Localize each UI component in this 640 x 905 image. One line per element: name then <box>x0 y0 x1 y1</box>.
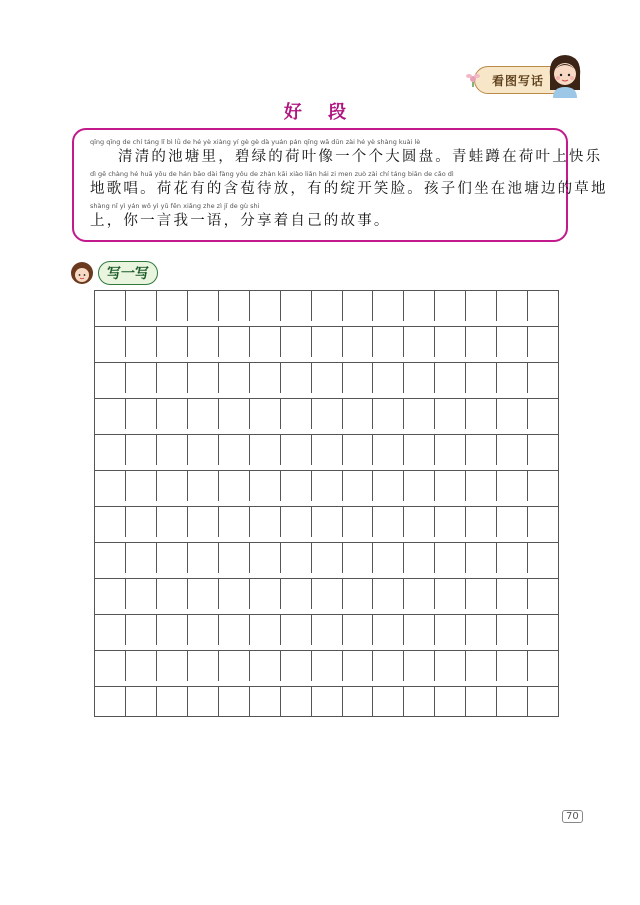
grid-cell[interactable] <box>219 291 250 321</box>
write-header <box>70 260 158 286</box>
grid-cell[interactable] <box>95 399 126 429</box>
grid-cell[interactable] <box>435 579 466 609</box>
grid-row <box>94 470 559 501</box>
grid-cell[interactable] <box>435 687 466 716</box>
grid-cell[interactable] <box>373 651 404 681</box>
grid-cell[interactable] <box>281 507 312 537</box>
grid-cell[interactable] <box>497 471 528 501</box>
grid-cell[interactable] <box>188 579 219 609</box>
grid-cell[interactable] <box>312 507 343 537</box>
grid-cell[interactable] <box>528 435 558 465</box>
grid-cell[interactable] <box>312 579 343 609</box>
grid-cell[interactable] <box>528 471 558 501</box>
grid-cell[interactable] <box>373 399 404 429</box>
grid-cell[interactable] <box>404 399 435 429</box>
grid-cell[interactable] <box>95 471 126 501</box>
grid-row <box>94 506 559 537</box>
grid-cell[interactable] <box>219 471 250 501</box>
grid-cell[interactable] <box>435 651 466 681</box>
grid-cell[interactable] <box>219 507 250 537</box>
grid-cell[interactable] <box>126 327 157 357</box>
grid-cell[interactable] <box>497 435 528 465</box>
grid-cell[interactable] <box>466 507 497 537</box>
grid-cell[interactable] <box>281 579 312 609</box>
header-tag-label: 看图写话 <box>491 73 544 88</box>
grid-cell[interactable] <box>250 435 281 465</box>
grid-cell[interactable] <box>435 363 466 393</box>
passage-line <box>90 202 556 231</box>
grid-cell[interactable] <box>219 399 250 429</box>
grid-cell[interactable] <box>188 291 219 321</box>
grid-cell[interactable] <box>497 579 528 609</box>
grid-cell[interactable] <box>250 543 281 573</box>
grid-cell[interactable] <box>343 579 374 609</box>
grid-cell[interactable] <box>157 327 188 357</box>
passage-line <box>90 170 608 199</box>
grid-cell[interactable] <box>528 687 558 716</box>
grid-row <box>94 614 559 645</box>
writing-grid <box>94 290 559 717</box>
grid-cell[interactable] <box>281 687 312 716</box>
grid-row <box>94 578 559 609</box>
grid-cell[interactable] <box>250 687 281 716</box>
grid-cell[interactable] <box>157 507 188 537</box>
grid-cell[interactable] <box>219 615 250 645</box>
grid-cell[interactable] <box>250 291 281 321</box>
grid-cell[interactable] <box>497 651 528 681</box>
grid-cell[interactable] <box>312 327 343 357</box>
grid-cell[interactable] <box>188 543 219 573</box>
grid-cell[interactable] <box>497 507 528 537</box>
grid-cell[interactable] <box>343 543 374 573</box>
grid-cell[interactable] <box>281 615 312 645</box>
grid-cell[interactable] <box>188 651 219 681</box>
grid-cell[interactable] <box>497 687 528 716</box>
pinyin-line: shàng nǐ yì yán wǒ yì yǔ fēn xiǎng zhe zì jǐ de gù shi <box>90 202 260 210</box>
grid-cell[interactable] <box>312 543 343 573</box>
grid-cell[interactable] <box>219 363 250 393</box>
grid-cell[interactable] <box>157 687 188 716</box>
grid-cell[interactable] <box>188 507 219 537</box>
grid-cell[interactable] <box>312 291 343 321</box>
grid-cell[interactable] <box>435 471 466 501</box>
grid-cell[interactable] <box>373 615 404 645</box>
grid-cell[interactable] <box>95 687 126 716</box>
grid-cell[interactable] <box>157 471 188 501</box>
grid-cell[interactable] <box>312 435 343 465</box>
write-label: 写一写 <box>98 261 158 285</box>
grid-cell[interactable] <box>373 327 404 357</box>
grid-cell[interactable] <box>219 579 250 609</box>
grid-cell[interactable] <box>126 399 157 429</box>
pinyin-line: qīng qīng de chí táng lǐ bì lǜ de hé yè xiàng yí gè gè dà yuán pán qīng wā dūn zài hé yè shàng kuài lè <box>90 138 421 146</box>
grid-cell[interactable] <box>188 687 219 716</box>
grid-cell[interactable] <box>404 363 435 393</box>
grid-cell[interactable] <box>404 507 435 537</box>
grid-cell[interactable] <box>312 687 343 716</box>
grid-cell[interactable] <box>312 471 343 501</box>
grid-cell[interactable] <box>343 651 374 681</box>
passage-box <box>72 128 608 242</box>
grid-cell[interactable] <box>466 615 497 645</box>
grid-cell[interactable] <box>126 651 157 681</box>
passage-line <box>90 138 603 167</box>
grid-cell[interactable] <box>250 651 281 681</box>
grid-cell[interactable] <box>250 507 281 537</box>
grid-cell[interactable] <box>188 399 219 429</box>
hanzi-line: 上，你一言我一语，分享着自己的故事。 <box>90 213 391 229</box>
grid-cell[interactable] <box>95 543 126 573</box>
grid-cell[interactable] <box>157 543 188 573</box>
hanzi-line: 地歌唱。荷花有的含苞待放，有的绽开笑脸。孩子们坐在池塘边的草地 <box>90 181 608 197</box>
grid-cell[interactable] <box>466 399 497 429</box>
page-number: 70 <box>562 810 583 823</box>
grid-cell[interactable] <box>95 579 126 609</box>
grid-cell[interactable] <box>373 579 404 609</box>
grid-cell[interactable] <box>466 543 497 573</box>
grid-cell[interactable] <box>497 363 528 393</box>
grid-cell[interactable] <box>157 435 188 465</box>
grid-row <box>94 362 559 393</box>
grid-cell[interactable] <box>157 579 188 609</box>
section-title: 好 段 <box>283 102 357 123</box>
grid-row <box>94 398 559 429</box>
grid-row <box>94 542 559 573</box>
girl-avatar-icon <box>540 50 590 98</box>
grid-cell[interactable] <box>404 471 435 501</box>
grid-cell[interactable] <box>95 651 126 681</box>
grid-cell[interactable] <box>466 651 497 681</box>
grid-cell[interactable] <box>250 399 281 429</box>
grid-row <box>94 290 559 321</box>
grid-cell[interactable] <box>250 327 281 357</box>
grid-cell[interactable] <box>312 615 343 645</box>
grid-cell[interactable] <box>373 363 404 393</box>
grid-cell[interactable] <box>343 291 374 321</box>
grid-cell[interactable] <box>250 363 281 393</box>
grid-cell[interactable] <box>373 471 404 501</box>
grid-cell[interactable] <box>435 615 466 645</box>
grid-cell[interactable] <box>435 399 466 429</box>
grid-cell[interactable] <box>126 615 157 645</box>
grid-cell[interactable] <box>404 579 435 609</box>
grid-cell[interactable] <box>497 399 528 429</box>
grid-cell[interactable] <box>126 687 157 716</box>
grid-cell[interactable] <box>343 399 374 429</box>
grid-cell[interactable] <box>281 363 312 393</box>
grid-cell[interactable] <box>126 543 157 573</box>
grid-cell[interactable] <box>157 651 188 681</box>
grid-cell[interactable] <box>404 435 435 465</box>
grid-cell[interactable] <box>157 363 188 393</box>
grid-cell[interactable] <box>281 651 312 681</box>
grid-cell[interactable] <box>95 507 126 537</box>
grid-cell[interactable] <box>219 543 250 573</box>
grid-cell[interactable] <box>404 615 435 645</box>
grid-cell[interactable] <box>528 651 558 681</box>
grid-cell[interactable] <box>126 579 157 609</box>
grid-cell[interactable] <box>219 687 250 716</box>
grid-cell[interactable] <box>435 543 466 573</box>
grid-cell[interactable] <box>95 363 126 393</box>
grid-cell[interactable] <box>435 291 466 321</box>
grid-cell[interactable] <box>404 327 435 357</box>
grid-cell[interactable] <box>497 327 528 357</box>
child-avatar-icon <box>70 261 94 285</box>
grid-cell[interactable] <box>466 327 497 357</box>
grid-cell[interactable] <box>281 399 312 429</box>
grid-cell[interactable] <box>528 615 558 645</box>
grid-cell[interactable] <box>126 507 157 537</box>
grid-cell[interactable] <box>219 327 250 357</box>
grid-cell[interactable] <box>188 435 219 465</box>
grid-cell[interactable] <box>435 507 466 537</box>
grid-cell[interactable] <box>466 291 497 321</box>
grid-cell[interactable] <box>404 651 435 681</box>
grid-cell[interactable] <box>466 363 497 393</box>
grid-cell[interactable] <box>126 363 157 393</box>
grid-cell[interactable] <box>528 327 558 357</box>
grid-cell[interactable] <box>343 471 374 501</box>
grid-cell[interactable] <box>343 507 374 537</box>
grid-cell[interactable] <box>281 327 312 357</box>
grid-cell[interactable] <box>281 543 312 573</box>
grid-cell[interactable] <box>95 327 126 357</box>
grid-cell[interactable] <box>528 543 558 573</box>
grid-cell[interactable] <box>157 291 188 321</box>
grid-cell[interactable] <box>95 615 126 645</box>
grid-cell[interactable] <box>466 579 497 609</box>
grid-cell[interactable] <box>250 615 281 645</box>
grid-row <box>94 326 559 357</box>
grid-cell[interactable] <box>466 687 497 716</box>
grid-cell[interactable] <box>312 399 343 429</box>
grid-cell[interactable] <box>126 435 157 465</box>
grid-cell[interactable] <box>126 471 157 501</box>
grid-cell[interactable] <box>281 435 312 465</box>
grid-cell[interactable] <box>281 291 312 321</box>
grid-cell[interactable] <box>219 435 250 465</box>
grid-cell[interactable] <box>404 687 435 716</box>
grid-cell[interactable] <box>528 291 558 321</box>
hanzi-line: 清清的池塘里，碧绿的荷叶像一个个大圆盘。青蛙蹲在荷叶上快乐 <box>118 149 603 165</box>
grid-row <box>94 434 559 465</box>
grid-cell[interactable] <box>373 435 404 465</box>
grid-cell[interactable] <box>435 435 466 465</box>
grid-cell[interactable] <box>373 543 404 573</box>
grid-row <box>94 650 559 681</box>
grid-cell[interactable] <box>528 363 558 393</box>
grid-cell[interactable] <box>435 327 466 357</box>
grid-cell[interactable] <box>188 615 219 645</box>
grid-cell[interactable] <box>250 471 281 501</box>
grid-cell[interactable] <box>343 435 374 465</box>
grid-cell[interactable] <box>466 435 497 465</box>
grid-cell[interactable] <box>528 507 558 537</box>
grid-cell[interactable] <box>188 327 219 357</box>
grid-cell[interactable] <box>157 615 188 645</box>
grid-cell[interactable] <box>250 579 281 609</box>
grid-cell[interactable] <box>343 615 374 645</box>
grid-cell[interactable] <box>312 363 343 393</box>
grid-cell[interactable] <box>126 291 157 321</box>
grid-cell[interactable] <box>95 435 126 465</box>
grid-cell[interactable] <box>404 543 435 573</box>
grid-row <box>94 686 559 717</box>
grid-cell[interactable] <box>497 615 528 645</box>
grid-cell[interactable] <box>528 579 558 609</box>
grid-cell[interactable] <box>404 291 435 321</box>
grid-cell[interactable] <box>188 471 219 501</box>
grid-cell[interactable] <box>312 651 343 681</box>
grid-cell[interactable] <box>373 291 404 321</box>
grid-cell[interactable] <box>157 399 188 429</box>
grid-cell[interactable] <box>343 327 374 357</box>
grid-cell[interactable] <box>281 471 312 501</box>
grid-cell[interactable] <box>343 363 374 393</box>
grid-cell[interactable] <box>466 471 497 501</box>
grid-cell[interactable] <box>373 507 404 537</box>
grid-cell[interactable] <box>528 399 558 429</box>
grid-cell[interactable] <box>219 651 250 681</box>
pinyin-line: dì gē chàng hé huā yǒu de hán bāo dài fàng yǒu de zhàn kāi xiào liǎn hái zi men zuò zài chí táng biān de cǎo dì <box>90 170 454 178</box>
flower-icon <box>465 71 481 87</box>
grid-cell[interactable] <box>343 687 374 716</box>
grid-cell[interactable] <box>497 291 528 321</box>
grid-cell[interactable] <box>373 687 404 716</box>
grid-cell[interactable] <box>497 543 528 573</box>
grid-cell[interactable] <box>188 363 219 393</box>
grid-cell[interactable] <box>95 291 126 321</box>
